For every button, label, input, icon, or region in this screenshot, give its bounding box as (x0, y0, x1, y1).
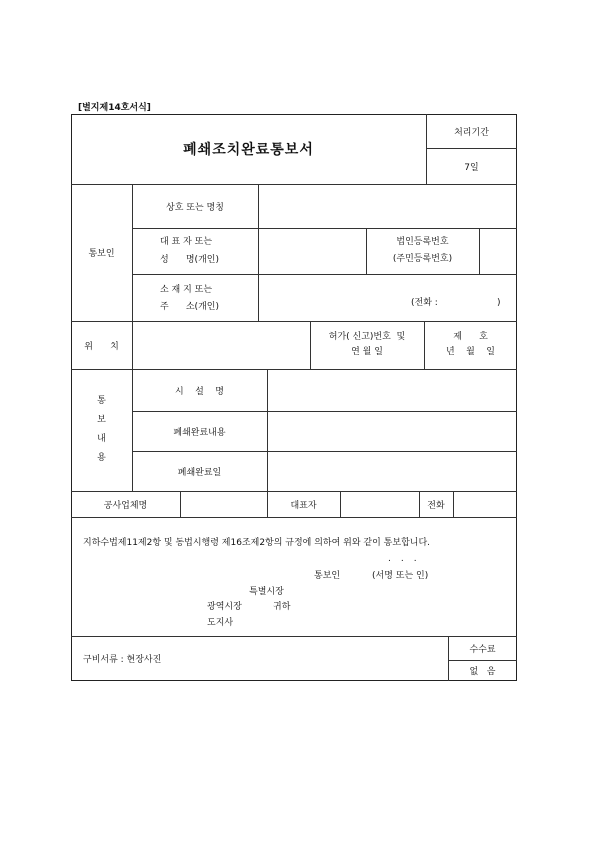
recipient-special-city: 특별시장 (249, 587, 284, 597)
fee-label: 수수료 (469, 644, 496, 655)
notifier-section-label: 통보인 (88, 249, 115, 259)
recipient-governor: 도지사 (207, 618, 234, 628)
closure-date-field[interactable] (267, 451, 517, 491)
representative-field[interactable] (258, 228, 366, 274)
closure-content-label: 폐쇄완료내용 (173, 427, 226, 438)
representative-label-line2: 성 명(개인) (160, 255, 219, 265)
divider-contractor-bottom (71, 517, 517, 518)
facility-name-label: 시 설 명 (175, 386, 224, 397)
facility-name-field[interactable] (267, 369, 517, 411)
permit-label-line2: 연 월 일 (351, 347, 383, 357)
processing-period-label: 처리기간 (454, 127, 489, 138)
representative-label-line1: 대 표 자 또는 (160, 237, 213, 247)
content-section-char-2: 보 (97, 415, 106, 425)
closure-content-field[interactable] (267, 411, 517, 451)
contractor-company-label: 공사업체명 (103, 500, 148, 511)
statement-text: 지하수법제11제2항 및 동법시행령 제16조제2항의 규정에 의하여 위와 같이 통보합니다. (83, 538, 431, 548)
address-label-line2: 주 소(개인) (160, 302, 219, 312)
corp-reg-label-line2: (주민등록번호) (392, 254, 453, 264)
permit-label (310, 321, 424, 369)
form-number: [별지제14호서식] (78, 103, 151, 113)
permit-date-label: 년 월 일 (446, 347, 495, 357)
signature-sign-label: (서명 또는 인) (372, 571, 429, 581)
contractor-phone-field[interactable] (453, 491, 517, 517)
corp-reg-field[interactable] (479, 228, 517, 274)
form-title: 폐쇄조치완료통보서 (183, 142, 314, 158)
attachments-label: 구비서류 : 현장사진 (83, 655, 162, 665)
phone-label: (전화 : (411, 298, 438, 308)
location-label: 위 치 (84, 341, 119, 352)
content-section-char-4: 용 (97, 453, 106, 463)
company-name-field[interactable] (258, 184, 517, 228)
signature-notifier-label: 통보인 (314, 571, 341, 581)
company-name-label: 상호 또는 명칭 (166, 202, 224, 213)
content-section-label (71, 369, 132, 491)
processing-period-value: 7일 (464, 162, 479, 173)
phone-close: ) (497, 298, 501, 308)
contractor-company-field[interactable] (180, 491, 267, 517)
address-field[interactable] (258, 274, 408, 321)
corp-reg-label-line1: 법인등록번호 (396, 237, 449, 247)
permit-number-label: 제 호 (453, 332, 488, 342)
content-section-char-3: 내 (97, 434, 106, 444)
permit-number-date (424, 321, 517, 369)
closure-date-label: 폐쇄완료일 (177, 467, 222, 478)
address-label-line1: 소 재 지 또는 (160, 285, 213, 295)
location-field[interactable] (132, 321, 310, 369)
corp-reg-label (366, 228, 479, 274)
date-dots: ... (388, 554, 427, 564)
permit-label-line1: 허가( 신고)번호 및 (328, 332, 406, 342)
fee-value: 없 음 (469, 667, 496, 677)
contractor-representative-label: 대표자 (290, 500, 317, 511)
contractor-phone-label: 전화 (427, 500, 445, 511)
recipient-honorific: 귀하 (273, 602, 291, 612)
contractor-representative-field[interactable] (340, 491, 419, 517)
content-section-char-1: 통 (97, 396, 106, 406)
recipient-metro-city: 광역시장 (207, 602, 242, 612)
